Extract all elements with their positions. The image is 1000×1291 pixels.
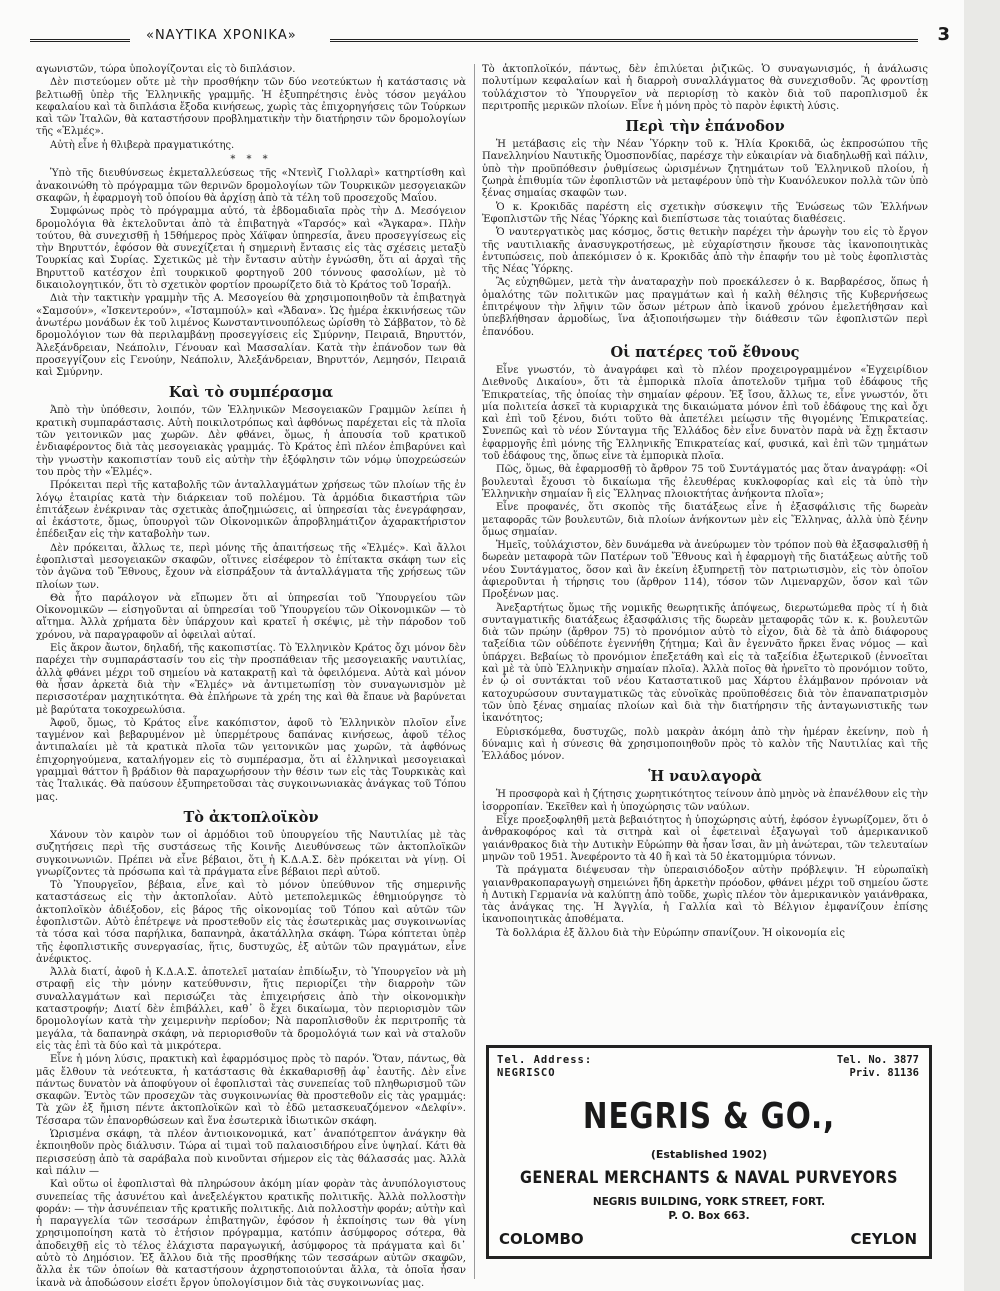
- paragraph: Ἀπὸ τὴν ὑπόθεσιν, λοιπόν, τῶν Ἑλληνικῶν Μεσογειακῶν Γραμμῶν λείπει ἡ κρατικὴ συμπαράστασις. Αὐτὴ ποικιλοτρόπως καὶ ἀφθόνως παρέχεται εἰς τὰ πλοῖα τῶν γειτονικῶν μας χωρῶν. Δὲν φθάνει, ὅμως, ἡ ἀπουσία τοῦ κρατικοῦ ἐνδιαφέροντος διὰ τὰς μεσογειακὰς γραμμάς. Τὸ Κράτος ἐπὶ πλέον ἐπιβαρύνει καὶ τὴν γνωστὴν κακοπιστίαν τουῦ εἰς αὐτὴν τὴν ἐξόφλησιν τῶν νόμῳ ὑποχρεώσεών του πρὸς τὴν «Ἑλμές».: [36, 405, 466, 478]
- paragraph: Ἡ προσφορὰ καὶ ἡ ζήτησις χωρητικότητος τείνουν ἀπὸ μηνὸς νὰ ἐπανέλθουν εἰς τὴν ἰσορροπίαν. Ἐκεῖθεν καὶ ἡ ὑποχώρησις τῶν ναύλων.: [482, 789, 928, 813]
- advertisement-negris: [486, 1045, 932, 1259]
- paragraph: Δὲν πρόκειται, ἄλλως τε, περὶ μόνης τῆς ἀπαιτήσεως τῆς «Ἑλμές». Καὶ ἄλλοι ἐφοπλισταὶ μεσογειακῶν σκαφῶν, οἵτινες εἰσέφερον τὸ ἐπίτακτα σκάφη των εἰς τὸν ἀγῶνα τοῦ Ἔθνους, ἔχουν νὰ εἰσπράξουν τὰ ἀνταλλάγματα τῆς χρήσεως τῶν πλοίων των.: [36, 542, 466, 591]
- paragraph: Ὑπὸ τῆς διευθύνσεως ἐκμεταλλεύσεως τῆς «Ντενὶζ Γιολλαρὶ» κατηρτίσθη καὶ ἀνακοινώθη τὸ πρόγραμμα τῶν θερινῶν δρομολογίων τῶν Τουρκικῶν μεσογειακῶν σκαφῶν, ἡ ἐφαρμογὴ τοῦ ὁποίου θὰ ἀρχίσῃ ἀπὸ τὰ τέλη τοῦ προσεχοῦς Μαΐου.: [36, 168, 466, 204]
- section-heading-freight-market: Ἡ ναυλαγορὰ: [648, 768, 762, 786]
- paragraph: Ὁ κ. Κροκιδᾶς παρέστη εἰς σχετικὴν σύσκεψιν τῆς Ἑνώσεως τῶν Ἑλλήνων Ἐφοπλιστῶν τῆς Νέας Ὑόρκης καὶ διεπίστωσε τὰς τοιαύτας διαθέσεις.: [482, 201, 928, 225]
- ad-business-line: GENERAL MERCHANTS & NAVAL PURVEYORS: [520, 1168, 898, 1187]
- ad-company-name: NEGRIS & GO.,: [582, 1096, 836, 1137]
- page-header: [30, 24, 950, 54]
- ad-established: (Established 1902): [650, 1148, 768, 1161]
- paragraph: Διὰ τὴν τακτικὴν γραμμὴν τῆς Α. Μεσογείου θὰ χρησιμοποιηθοῦν τὰ ἐπιβατηγὰ «Σαμσούν», «Ἰσκεντερούν», «Ἰσταμπούλ» καὶ «Ἄδανα». Ὡς ἡμέρα ἐκκινήσεως τῶν ἀνωτέρω μονάδων ἐκ τοῦ λιμένος Κωνσταντινουπόλεως ὡρίσθη τὸ Σάββατον, τὸ δὲ δρομολόγιον των θὰ περιλαμβάνῃ προσεγγίσεις εἰς Σμύρνην, Πειραιᾶ, Βηρυττόν, Ἀλεξάνδρειαν, Νεάπολιν, Γένουαν καὶ Μασσαλίαν. Κατὰ τὴν ἐπάνοδον των θὰ προσεγγίζουν εἰς Γενούην, Νεάπολιν, Ἀλεξάνδρειαν, Βηρυττόν, Λεμησόν, Πειραιᾶ καὶ Σμύρνην.: [36, 293, 466, 379]
- paragraph: Εἶνε γνωστόν, τὸ ἀναγράφει καὶ τὸ πλέον προχειρογραμμένον «Ἐγχειρίδιον Διεθνοῦς Δικαίου», ὅτι τὰ ἐμπορικὰ πλοῖα ἀποτελοῦν τμῆμα τοῦ ἐδάφους τῆς Ἐπικρατείας, τῆς ὁποίας τὴν σημαίαν φέρουν. Ἐξ ἴσου, ἄλλως τε, εἶνε γνωστόν, ὅτι μία πολιτεία ἀσκεῖ τὰ κυριαρχικὰ της δικαιώματα μόνον ἐπὶ τοῦ ἐδάφους της καὶ ὄχι καὶ ἐπὶ τοῦ ξένου, διότι τοῦτο θὰ ἀπετέλει μείωσιν τῆς θιγομένης Ἐπικρατείας. Συνεπῶς καὶ τὸ νέον Σύνταγμα τῆς Ἑλλάδος δὲν εἶνε δυνατὸν παρὰ νὰ ἔχῃ ἔκτασιν ἐφαρμογῆς ἐπὶ μόνης τῆς Ἑλληνικῆς Ἐπικρατείας καί, φυσικά, καὶ ἐπὶ τῶν τμημάτων τοῦ ἐδάφους της, ὅπως εἶνε τὰ ἐμπορικὰ πλοῖα.: [482, 364, 928, 463]
- paragraph: Συμφώνως πρὸς τὸ πρόγραμμα αὐτό, τὰ ἑβδομαδιαῖα πρὸς τὴν Δ. Μεσόγειον δρομολόγια θὰ ἐκτελοῦνται ἀπὸ τὰ ἐπιβατηγὰ «Ταρσός» καὶ «Ἄγκαρα». Πλὴν τούτου, θὰ συνεχισθῇ ἡ 15θήμερος πρὸς Χάϊφαν ὑπηρεσία, ἄνευ προσεγγίσεως εἰς τὴν Βηρυττόν, ἐφόσον θὰ συνεχίζεται ἡ σημερινὴ ἔντασις εἰς τὰς σχέσεις μεταξὺ Τουρκίας καὶ Συρίας. Σχετικῶς μὲ τὴν ἔντασιν αὐτὴν ἐγνώσθη, ὅτι αἱ ἀρχαὶ τῆς Βηρυττοῦ κατέσχον ἐπὶ τουρκικοῦ φορτηγοῦ 200 τόννους φασολίων, μὲ τὸ δικαιολογητικόν, ὅτι τὸ σχετικὸν φορτίον προωρίζετο διὰ τὸ Κράτος τοῦ Ἰσραήλ.: [36, 206, 466, 292]
- paragraph: Τὸ Ὑπουργεῖον, βέβαια, εἶνε καὶ τὸ μόνον ὑπεύθυνον τῆς σημερινῆς καταστάσεως εἰς τὴν ἀκτοπλοΐαν. Αὐτὸ μετεπολεμικῶς ἐθημιούργησε τὸ ἀκτοπλοϊκὸν ἀδιέξοδον, εἰς βάρος τῆς οἰκονομίας τοῦ Τόπου καὶ αὐτῶν τῶν ἐφοπλιστῶν. Αὐτὸ ἐπέτρεψε νὰ προστεθοῦν εἰς τὰς ἐσωτερικὰς μας συγκοινωνίας τὰ τόσα καὶ τόσα παρήλικα, δαπανηρὰ, ἀκατάλληλα σκάφη. Τώρα κόπτεται ὑπὲρ τῆς ἐφοπλιστικῆς συνεργασίας, ἥτις, δυστυχῶς, ἐξ αὐτῶν τῶν πραγμάτων, εἶνε ἀνέφικτος.: [36, 880, 466, 965]
- section-separator: * * *: [230, 154, 272, 166]
- ad-address: [489, 1195, 929, 1223]
- paragraph: Πῶς, ὅμως, θὰ ἐφαρμοσθῇ τὸ ἄρθρον 75 τοῦ Συντάγματός μας ὅταν ἀναγράφῃ: «Οἱ βουλευταὶ ἔχουσι τὸ δικαίωμα τῆς ἐλευθέρας κυκλοφορίας καὶ εἰς τὰ ὑπὸ τὴν Ἑλληνικὴν σημαίαν ἢ εἰς Ἕλληνας πλοιοκτήτας ἀνήκοντα πλοῖα»;: [482, 464, 928, 500]
- ad-po-box: P. O. Box 663.: [668, 1210, 750, 1222]
- section-heading-conclusion: Καὶ τὸ συμπέρασμα: [168, 384, 334, 402]
- ad-private-number: Priv. 81136: [849, 1067, 919, 1079]
- paragraph: Ὁ ναυτεργατικὸς μας κόσμος, ὅστις θετικὴν παρέχει τὴν ἀρωγὴν του εἰς τὸ ἔργον τῆς ναυτιλιακῆς ἀνασυγκροτήσεως, μὲ εὐχαρίστησιν ἤκουσε τὰς ἱκανοποιητικὰς ἐντυπώσεις, ποὺ ἀπεκόμισεν ὁ κ. Κροκιδᾶς ἀπὸ τὴν ἐπαφήν του μὲ τοὺς ἐφοπλιστὰς τῆς Νέας Ὑόρκης.: [482, 227, 928, 276]
- section-heading-return: Περὶ τὴν ἐπάνοδον: [625, 118, 785, 136]
- ad-country: CEYLON: [850, 1230, 917, 1248]
- paragraph: Δὲν πιστεύομεν οὔτε μὲ τὴν προσθήκην τῶν δύο νεοτεύκτων ἡ κατάστασις νὰ βελτιωθῇ ὑπὲρ τῆς Ἑλληνικῆς γραμμῆς. Ἡ ἐξυπηρέτησις ἑνὸς τόσον μεγάλου κεφαλαίου καὶ τὰ διπλάσια ἔξοδα κινήσεως, χωρὶς τὰς ἐπιχορηγήσεις τῶν Τούρκων καὶ τῶν Ἰταλῶν, θὰ καταστήσουν προβληματικὴν τὴν διατήρησιν τῶν δρομολογίων τῆς «Ἑλμές».: [36, 77, 466, 138]
- ad-phone-numbers: [837, 1054, 919, 1080]
- paragraph: Ἀφοῦ, ὅμως, τὸ Κράτος εἶνε κακόπιστον, ἀφοῦ τὸ Ἑλληνικὸν πλοῖον εἶνε ταγμένον καὶ βεβαρυμένον μὲ ὑπερμέτρους δαπάνας κινήσεως, ἀφοῦ τέλος ἀντιπαλαίει μὲ τὰ κρατικὰ πλοῖα τῶν γειτονικῶν μας χωρῶν, τὰ ἀφθόνως ἐπιχορηγούμενα, καταλήγομεν εἰς τὸ συμπέρασμα, ὅτι αἱ ἑλληνικαὶ μεσογειακαὶ γραμμαὶ θάττον ἢ βράδιον θὰ παραχωρήσουν τὴν θέσιν των εἰς τὰς Τουρκικὰς καὶ τὰς Ἰταλικάς. Θὰ παύσουν ἐξυπηρετοῦσαι τὰς συγκοινωνιακὰς ἀνάγκας τοῦ Τόπου μας.: [36, 717, 466, 803]
- paragraph: Εἶνε ἡ μόνη λύσις, πρακτικὴ καὶ ἐφαρμόσιμος πρὸς τὸ παρόν. Ὅταν, πάντως, θὰ μᾶς ἔλθουν τὰ νεότευκτα, ἡ κατάστασις θὰ ἐκκαθαρισθῇ ἀφ᾽ ἑαυτῆς. Δὲν εἶνε πάντως δυνατὸν νὰ ἀποφύγουν οἱ ἐφοπλισταὶ τὰς συνεπείας τοῦ πληθωρισμοῦ τῶν σκαφῶν. Ἐντὸς τῶν προσεχῶν τὰς συγκοινωνίας θὰ προστεθοῦν εἰς τὰς γραμμάς: Τὰ χῶν ἐξ ἤμιση πέντε ἀκτοπλοϊκῶν καὶ τὸ ἐδῶ μετασκευαζόμενον «Δελφίν». Τέσσαρα τῶν ἐπανορθώσεων καὶ ἕνα ἐσωτερικὰ ἰδιωτικῶν σκάφη.: [36, 1054, 466, 1127]
- paragraph: Ἡ μετάβασις εἰς τὴν Νέαν Ὑόρκην τοῦ κ. Ἠλία Κροκιδᾶ, ὡς ἐκπροσώπου τῆς Πανελληνίου Ναυτικῆς Ὁμοσπονδίας, παρέσχε τὴν εὐκαιρίαν νὰ διαδηλωθῇ καὶ πάλιν, ὑπὸ τὴν προϋπόθεσιν ῥυθμίσεως ὡρισμένων ζητημάτων τοῦ Ἑλληνικοῦ πλοίου, ἡ ζωηρὰ ἐπιθυμία τῶν ἐφοπλιστῶν νὰ μεταφέρουν ὑπὸ τὴν Κυανόλευκον πολλὰ τῶν ὑπὸ ξένας σημαίας σκαφῶν των.: [482, 139, 928, 200]
- section-heading-fathers-of-nation: Οἱ πατέρες τοῦ ἔθνους: [610, 343, 800, 361]
- paragraph: Χάνουν τὸν καιρὸν των οἱ ἁρμόδιοι τοῦ ὑπουργείου τῆς Ναυτιλίας μὲ τὰς συζητήσεις περὶ τῆς συστάσεως τῆς Κοινῆς Διευθύνσεως τῶν ἀκτοπλοϊκῶν συγκοινωνιῶν. Πρέπει νὰ εἶνε βέβαιοι, ὅτι ἡ Κ.Δ.Α.Σ. δὲν πρόκειται νὰ γίνῃ. Οἱ γνωρίζοντες τὰ πρόσωπα καὶ τὰ πράγματα εἶνε βέβαιοι περὶ αὐτοῦ.: [36, 829, 466, 878]
- paragraph: Ἀλλὰ διατί, ἀφοῦ ἡ Κ.Δ.Α.Σ. ἀποτελεῖ ματαίαν ἐπιδίωξιν, τὸ Ὑπουργεῖον νὰ μὴ στραφῇ εἰς τὴν μόνην κατεύθυνσιν, ἥτις περιορίζει τὴν διαρροὴν τῶν συναλλαγμάτων καὶ περισώζει τὰς ἐπιχειρήσεις ἀπὸ τὴν οἰκονομικὴν καταστροφήν; Διατί δὲν ἐπιβάλλει, καθ᾽ ὃ ἔχει δικαίωμα, τὸν περιορισμὸν τῶν δρομολογίων κατὰ τὴν χειμερινὴν περίοδον; Νὰ παροπλισθοῦν ἐκ περιτροπῆς τὰ μεγάλα, τὰ δαπανηρὰ σκάφη, νὰ περιορισθοῦν τὰ δρομολόγιά των καὶ νὰ σταλοῦν εἰς τὰς ἐπὶ τὰ δύο καὶ τὰ μικρότερα.: [36, 967, 466, 1052]
- section-heading-coastal-shipping: Τὸ ἀκτοπλοϊκὸν: [183, 808, 319, 826]
- ad-address-line: NEGRIS BUILDING, YORK STREET, FORT.: [592, 1196, 826, 1208]
- paragraph: Αὐτὴ εἶνε ἡ θλιβερὰ πραγματικότης.: [50, 139, 235, 151]
- ad-telegraphic-address: [497, 1054, 592, 1080]
- paragraph: Εὑρισκόμεθα, δυστυχῶς, πολὺ μακρὰν ἀκόμη ἀπὸ τὴν ἡμέραν ἐκείνην, ποὺ ἡ δύναμις καὶ ἡ σύνεσις θὰ χρησιμοποιηθοῦν πρὸς τὸ καλὸν τῆς Ναυτιλίας καὶ τῆς Ἑλλάδος μόνον.: [482, 726, 928, 763]
- paragraph: Καὶ οὕτω οἱ ἐφοπλισταὶ θὰ πληρώσουν ἀκόμη μίαν φορὰν τὰς ἀνυπόλογιστους συνεπείας τῆς ἀσυνέτου καὶ ἀνεξελέγκτου κρατικῆς πολιτικῆς. Ἀλλὰ πολλοστὴν φοράν: — τὴν ἀσυνέπειαν τῆς κρατικῆς πολιτικῆς. Διὰ πολλοστὴν φοράν; αὐτὴν καὶ ἡ παραγγελία τῶν τεσσάρων ἐπιβατηγῶν, ἐφόσον ἡ ἐκποίησις των θὰ γίνη χρησιμοποίηση κατὰ τὸ ἐτήσιον πρόγραμμα, κατόπιν ἀσύμφορος σότερα, θὰ ἀποδειχθῇ εἰς τὸ τέλος ἐλάχιστα παραγωγική, ἀσύμφορος τὰ πράγματα καὶ δι᾽ αὐτὸ τὸ Δημόσιον. Ἐξ ἄλλου διὰ τῆς προσθήκης τῶν τεσσάρων αὐτῶν σκαφῶν, ἄλλα ἐκ τῶν ὁποίων θὰ καταστήσουν ἀχρηστοποιούνται ἄλλα, τὰ ὁποῖα ἦσαν ἱκανὰ νὰ ἀποδώσουν εἰσέτι ἔργον ὑπολογίσιμον διὰ τὰς συγκοινωνίας μας.: [36, 1179, 466, 1289]
- paragraph: Ὡρισμένα σκάφη, τὰ πλέον ἀντιοικονομικά, κατ᾽ ἀναπότρεπτον ἀνάγκην θὰ ἐκποιηθοῦν πρὸς διάλυσιν. Τώρα αἱ τιμαὶ τοῦ παλαιοσιδήρου εἶνε ὑψηλαί. Κάτι θὰ περισσεύσῃ ἀπὸ τὰ σαράβαλα ποὺ κινοῦνται σήμερον εἰς τὰς θάλασσάς μας. Ἀλλὰ καὶ πάλιν —: [36, 1129, 466, 1177]
- publication-title: «ΝΑΥΤΙΚΑ ΧΡΟΝΙΚΑ»: [140, 28, 303, 43]
- header-rule-right: [330, 39, 918, 42]
- paragraph: Ἂς εὐχηθῶμεν, μετὰ τὴν ἀναταραχὴν ποὺ προεκάλεσεν ὁ κ. Βαρβαρέσος, ὅπως ἡ ὁμαλότης τῶν πολιτικῶν μας πραγμάτων καὶ ἡ καλὴ θέλησις τῆς Κυβερνήσεως ἐπιτρέψουν τὴν λῆψιν τῶν ὅσων μέτρων ἀπὸ ἱκανοῦ χρόνου ἐμελετήθησαν καὶ ὑπεβλήθησαν ἁρμοδίως, ἵνα ἀξιοποιήσωμεν τὴν διάθεσιν τῶν ἐφοπλιστῶν περὶ ἐπανόδου.: [482, 277, 928, 338]
- paragraph: Τὰ δολλάρια ἐξ ἄλλου διὰ τὴν Εὐρώπην σπανίζουν. Ἡ οἰκονομία εἰς: [496, 927, 846, 939]
- paragraph: Τὸ ἀκτοπλοϊκόν, πάντως, δὲν ἐπιλύεται ῥιζικῶς. Ὁ συναγωνισμός, ἡ ἀνάλωσις πολυτίμων κεφαλαίων καὶ ἡ διαρροὴ συναλλάγματος θὰ συνεχισθοῦν. Ἂς φροντίσῃ τοὐλάχιστον τὸ Ὑπουργεῖον νὰ περιορίσῃ τὸ κακὸν διὰ τοῦ παροπλισμοῦ ἐκ περιτροπῆς μερικῶν πλοίων. Εἶνε ἡ μόνη πρὸς τὸ παρὸν ἐφικτὴ λύσις.: [482, 64, 928, 112]
- paragraph: Εἶχε προεξοφληθῆ μετὰ βεβαιότητος ἡ ὑποχώρησις αὐτή, ἐφόσον ἐγνωρίζομεν, ὅτι ὁ ἀνθρακοφόρος καὶ τὰ σιτηρὰ καὶ οἱ ἐφετειναὶ ἐξαγωγαὶ τοῦ ἀμερικανικοῦ γαιάνθρακος διὰ τὴν Δυτικὴν Εὐρώπην θὰ ἦσαν ἴσαι, ἂν μὴ ἀνώτεραι, τῶν τελευταίων μηνῶν τοῦ 1951. Ἀνεφέροντο τὰ 40 ἢ καὶ τὰ 50 ἑκατομμύρια τόννων.: [482, 815, 928, 863]
- column-divider: [474, 64, 475, 1279]
- ad-tel-number: Tel. No. 3877: [836, 1054, 919, 1066]
- paragraph: Πρόκειται περὶ τῆς καταβολῆς τῶν ἀνταλλαγμάτων χρήσεως τῶν πλοίων τῆς ἐν λόγῳ ἑταιρίας κατὰ τὴν διάρκειαν τοῦ πολέμου. Τὰ ἁρμόδια δικαστήρια τῶν ἐπιτάξεων ἐνέκριναν τὰς σχετικὰς ἀποζημιώσεις, αἱ ὑπηρεσίαι τὰς ἐνεγράφησαν, αἱ ἐκάστοτε, ὅμως, ὑπουργοὶ τῶν Οἰκονομικῶν ἀπροβλημάτιζον ἀχαρακτήριστον ἐπέδειξαν εἰς τὴν καταβολὴν των.: [36, 480, 466, 541]
- ad-city: COLOMBO: [499, 1230, 584, 1248]
- left-column: [36, 64, 466, 1289]
- paragraph: Θὰ ἦτο παράλογον νὰ εἴπωμεν ὅτι αἱ ὑπηρεσίαι τοῦ Ὑπουργείου τῶν Οἰκονομικῶν — εἰσηγοῦνται αἱ ὑπηρεσίαι τοῦ Ὑπουργείου τῶν Οἰκονομικῶν — τὸ αἴτημα. Ἀλλὰ χρήματα δὲν ὑπάρχουν καὶ κρατεῖ ἡ σκέψις, μὲ τὴν πάροδον τοῦ χρόνου, νὰ παραγραφοῦν αἱ ὀφειλαὶ αὐταί.: [36, 592, 466, 641]
- ad-tel-address-label: Tel. Address:: [497, 1054, 593, 1066]
- ad-tel-address-value: NEGRISCO: [497, 1067, 556, 1079]
- page-edge-margin: [964, 0, 1000, 1291]
- paragraph: Εἰς ἄκρον ἄωτον, δηλαδή, τῆς κακοπιστίας. Τὸ Ἑλληνικὸν Κράτος ὄχι μόνον δὲν παρέχει τὴν συμπαράστασίν του εἰς τὴν προσπάθειαν τῆς μεσογειακῆς ναυτιλίας, ἀλλὰ φθάνει μέχρι τοῦ σημείου νὰ κατακρατῇ καὶ τὰ ὀφειλόμενα. Αὐτὰ καὶ μόνον θὰ ἦσαν ἀρκετὰ διὰ τὴν «Ἑλμές» νὰ ἀντιμετωπίσῃ τὸν συναγωνισμὸν μὲ περισσοτέραν μαχητικότητα. Θὰ ἐπλήρωνε τὰ χρέη της καὶ θὰ ἔπαυε νὰ βαρύνεται μὲ βαρύτατα τοκοχρεωλύσια.: [36, 643, 466, 716]
- paragraph: Ἀνεξαρτήτως ὅμως τῆς νομικῆς θεωρητικῆς ἀπόψεως, διερωτώμεθα πρὸς τί ἡ διὰ συνταγματικῆς διατάξεως ἐξασφάλισις τῆς δωρεὰν μεταφορᾶς τῶν κ. κ. βουλευτῶν διὰ τῶν πρώην (ἄρθρον 75) τὸ προνόμιον αὐτὸ τὸ εἶχον, διὰ δὲ τὰ ἀπὸ διάφορους ταξείδια τῶν οὐδέποτε ἐγεννήθη ζήτημα; Καὶ ἂν ἐγεννᾶτο ἤρκει ἕνας νόμος — καὶ ὑπάρχει. Βεβαίως τὸ προνόμιον ἐπεξετάθη καὶ εἰς τὰ ταξείδια ἐξωτερικοῦ (ἐννοεῖται καὶ μὲ τὰ ὑπὸ Ἑλληνικὴν σημαίαν πλοῖα). Ἀλλὰ ποῖος θὰ ἠρνεῖτο τὸ προνόμιον τοῦτο, ἐν ᾧ οἱ συντάκται τοῦ νέου Καταστατικοῦ μας Χάρτου ἐλάμβανον πρόνοιαν νὰ κατοχυρώσουν συνταγματικῶς τὰς εὐνοϊκὰς προϋποθέσεις διὰ τὸν ἐπαναπατρισμὸν τῶν ὑπὸ ξένας σημαίας πλοίων καὶ διὰ τὴν διατήρησιν τῆς ἀνταγωνιστικῆς των ἱκανότητος;: [482, 602, 928, 725]
- right-column: [482, 64, 928, 1039]
- paragraph: Ἡμεῖς, τοὐλάχιστον, δὲν δυνάμεθα νὰ ἀνεύρωμεν τὸν τρόπον ποὺ θὰ ἐξασφαλισθῇ ἡ δωρεὰν μεταφορὰ τῶν Πατέρων τοῦ Ἔθνους καὶ ἡ ἐφαρμογὴ τῆς διατάξεως αὐτῆς τοῦ νέου Συντάγματος, ὅσον καὶ ἂν ἐκείνη ἐξυπηρετῇ τὸν πατριωτισμὸν, εἰς τὸν ὁποῖον ἀφιεροῦνται ἡ τήρησις του (ἄρθρον 114), τόσον τῶν Λιμεναρχῶν, ὅσον καὶ τῶν Προξένων μας.: [482, 540, 928, 601]
- page-number: 3: [931, 24, 950, 45]
- paragraph: Εἶνε προφανές, ὅτι σκοπὸς τῆς διατάξεως εἶνε ἡ ἐξασφάλισις τῆς δωρεὰν μεταφορᾶς τῶν βουλευτῶν, διὰ πλοίων ἀνήκοντων μὲν εἰς Ἕλληνας, ἀλλὰ ὑπὸ ξένην ὅμως σημαίαν.: [482, 502, 928, 538]
- header-rule-left: [30, 39, 130, 42]
- paragraph: Τὰ πράγματα διέψευσαν τὴν ὑπεραισιόδοξον αὐτὴν πρόβλεψιν. Ἡ εὐρωπαϊκὴ γαιανθρακοπαραγωγὴ σημειώνει ἤδη ἀρκετὴν πρόοδον, φθάνει μέχρι τοῦ σημείου ὥστε ἡ Δυτικὴ Γερμανία νὰ καλύπτῃ ἀπὸ τοῦδε, χωρὶς πλέον τὸν ἀμερικανικὸν γαιάνθρακα, τὰς ἀνάγκας της. Ἡ Ἀγγλία, ἡ Γαλλία καὶ τὸ Βέλγιον ἐμφανίζουν ἐπίσης ἱκανοποιητικὰς ἀποθέματα.: [482, 865, 928, 926]
- paragraph: αγωνιστῶν, τώρα ὑπολογίζονται εἰς τὸ διπλάσιον.: [36, 64, 296, 75]
